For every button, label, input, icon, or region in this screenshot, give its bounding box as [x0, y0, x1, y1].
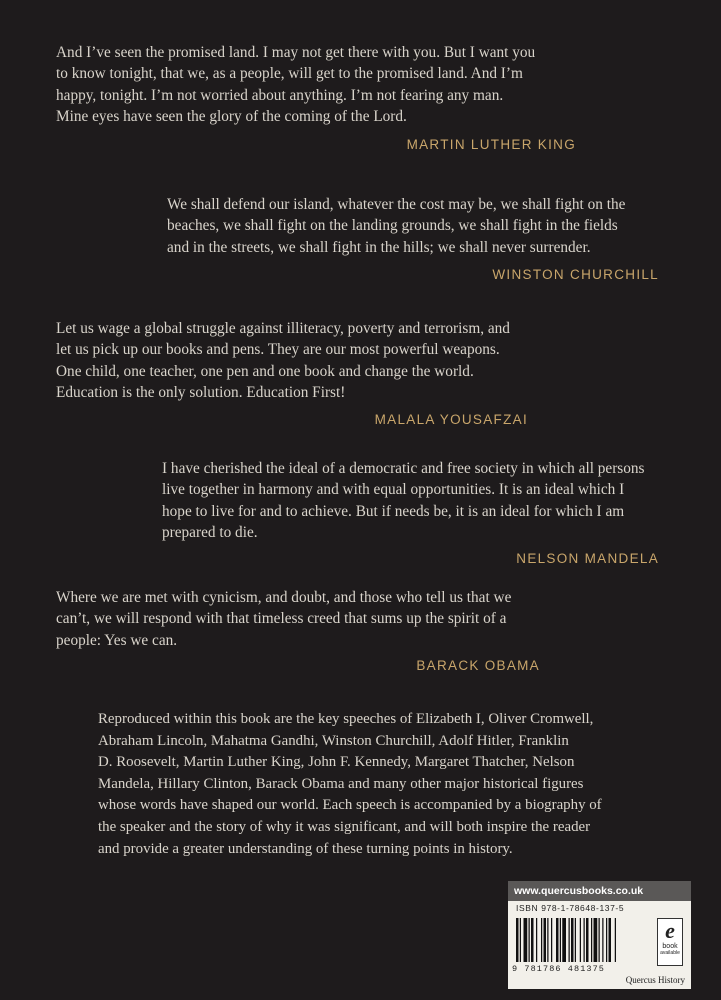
barcode-stripe	[547, 918, 548, 962]
quote-text: Where we are met with cynicism, and doubt, and those who tell us that we can’t, we will respond with that timeless creed that sums up the spirit of a people: Yes we can.	[56, 589, 512, 649]
quote-author: BARACK OBAMA	[416, 658, 540, 674]
barcode-stripe	[541, 918, 542, 962]
quote-yousafzai	[56, 318, 528, 427]
book-description: Reproduced within this book are the key speeches of Elizabeth I, Oliver Cromwell, Abraham Lincoln, Mahatma Gandhi, Winston Churchill, Adolf Hitler, Franklin D. Roosevelt, Martin Luther King, John F. Kennedy, Margaret Thatcher, Nelson Mandela, Hillary Clinton, Barack Obama and many other major historical figures whose words have shaped our world. Each speech is accompanied by a biography of the speaker and the story of why it was significant, and will both inspire the reader and provide a greater understanding of these turning points in history.	[98, 711, 602, 857]
quote-author: MALALA YOUSAFZAI	[374, 411, 528, 427]
barcode-stripe	[575, 918, 576, 962]
quote-text: I have cherished the ideal of a democratic and free society in which all persons live together in harmony and with equal opportunities. It is an ideal which I hope to live for and to achieve. But if needs be, it is an ideal for which I am prepared to die.	[162, 460, 645, 542]
quote-text: We shall defend our island, whatever the cost may be, we shall fight on the beaches, we shall fight on the landing grounds, we shall fight in the fields and in the streets, we shall fight in the hills; we shall never surrender.	[167, 196, 626, 256]
barcode-stripe	[556, 918, 559, 962]
publisher-url: www.quercusbooks.co.uk	[508, 881, 691, 901]
imprint-label: Quercus History	[625, 975, 685, 985]
barcode-stripe	[571, 918, 574, 962]
barcode-stripe	[602, 918, 603, 962]
barcode-stripe	[524, 918, 528, 962]
barcode-stripe	[569, 918, 570, 962]
barcode-stripe	[520, 918, 521, 962]
barcode-stripe	[531, 918, 534, 962]
barcode-stripe	[580, 918, 581, 962]
barcode-stripe	[536, 918, 537, 962]
barcode-panel	[508, 881, 691, 989]
barcode-stripe	[562, 918, 566, 962]
barcode-stripe	[606, 918, 607, 962]
barcode-digits: 9 781786 481375	[512, 964, 606, 974]
barcode-stripe	[529, 918, 530, 962]
isbn-label: ISBN 978-1-78648-137-5	[516, 903, 625, 913]
quote-author: NELSON MANDELA	[516, 550, 659, 566]
quote-author: MARTIN LUTHER KING	[406, 136, 576, 152]
quote-mandela	[162, 458, 659, 566]
barcode-stripe	[551, 918, 552, 962]
barcode-stripe	[594, 918, 598, 962]
barcode-stripe	[599, 918, 600, 962]
barcode-stripe	[591, 918, 592, 962]
barcode-stripe	[544, 918, 547, 962]
barcode-stripe	[615, 918, 616, 962]
ebook-available-icon: e book available	[657, 918, 683, 966]
barcode-stripe	[609, 918, 612, 962]
barcode-icon	[516, 918, 648, 964]
barcode-stripe	[584, 918, 585, 962]
quote-author: WINSTON CHURCHILL	[492, 267, 659, 283]
quote-obama	[56, 587, 540, 673]
quote-king	[56, 42, 576, 152]
quote-churchill	[167, 194, 659, 282]
quote-text: Let us wage a global struggle against illiteracy, poverty and terrorism, and let us pick up our books and pens. They are our most powerful weapons. One child, one teacher, one pen and one book and change the world. Education is the only solution. Education First!	[56, 320, 510, 402]
barcode-stripe	[560, 918, 561, 962]
quote-text: And I’ve seen the promised land. I may not get there with you. But I want you to know tonight, that we, as a people, will get to the promised land. And I’m happy, tonight. I’m not worried about anything. I’m not fearing any man. Mine eyes have seen the glory of the coming of the Lord.	[56, 44, 536, 126]
barcode-stripe	[586, 918, 589, 962]
barcode-stripe	[516, 918, 519, 962]
